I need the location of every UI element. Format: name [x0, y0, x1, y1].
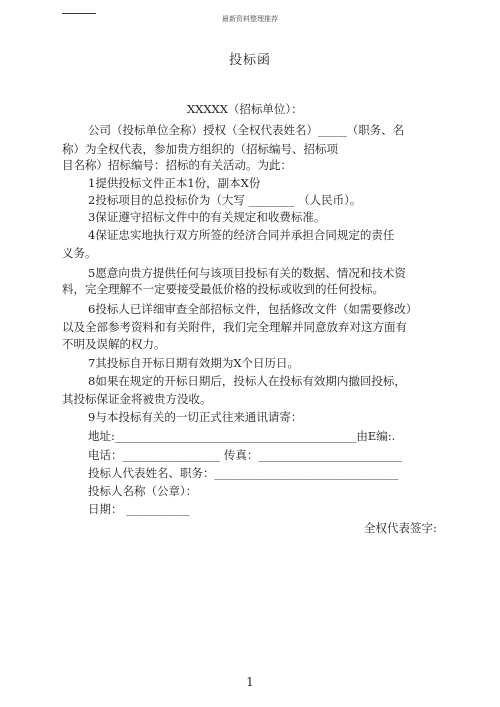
contact-rep-name: 投标人代表姓名、职务：________________________________	[88, 466, 399, 480]
item-6-line-1: 6投标人已详细审查全部招标文件，包括修改文件（如需要修改）	[88, 302, 418, 316]
item-1: 1提供投标文件正本1份，副本X份	[88, 176, 261, 190]
item-5-line-2: 料，完全理解不一定要接受最低价格的投标或收到的任何投标。	[62, 282, 384, 296]
item-8-line-2: 其投标保证金将被贵方没收。	[62, 392, 212, 406]
page-header: 最新资料整理推荐	[222, 15, 278, 23]
contact-date: 日期： ___________	[88, 502, 190, 516]
item-2: 2投标项目的总投标价为（大写 ________ （人民币）。	[88, 193, 362, 207]
signature-label: 全权代表签字:	[364, 521, 437, 535]
intro-line-3: 目名称）招标编号：招标的有关活动。为此：	[62, 158, 292, 172]
contact-phone-fax: 电话：_________________ 传真：_________________________	[88, 448, 403, 462]
item-6-line-2: 以及全部参考资料和有关附件，我们完全理解并同意放弃对这方面有	[62, 320, 407, 334]
item-8-line-1: 8如果在规定的开标日期后，投标人在投标有效期内撤回投标，	[88, 374, 406, 388]
item-5-line-1: 5愿意向贵方提供任何与该项目投标有关的数据、情况和技术资	[88, 266, 406, 280]
page-number: 1	[246, 675, 254, 689]
item-3: 3保证遵守招标文件中的有关规定和收费标准。	[88, 210, 326, 224]
contact-bidder-name: 投标人名称（公章）：	[88, 484, 198, 498]
intro-line-2: 称）为全权代表，参加贵方组织的（招标编号、招标项	[62, 142, 338, 156]
document-title: 投标函	[228, 53, 271, 68]
salutation: XXXXX（招标单位）：	[187, 102, 303, 116]
contact-address: 地址:__________________________________________由E编:.	[88, 429, 396, 443]
item-6-line-3: 不明及误解的权力。	[62, 337, 166, 351]
item-7: 7其投标自开标日期有效期为X个日历日。	[88, 356, 300, 370]
item-9: 9与本投标有关的一切正式往来通讯请寄：	[88, 410, 303, 424]
intro-line-1: 公司（投标单位全称）授权（全权代表姓名）_____（职务、名	[88, 123, 405, 137]
item-4-line-2: 义务。	[62, 246, 97, 260]
item-4-line-1: 4保证忠实地执行双方所签的经济合同并承担合同规定的责任	[88, 228, 395, 242]
